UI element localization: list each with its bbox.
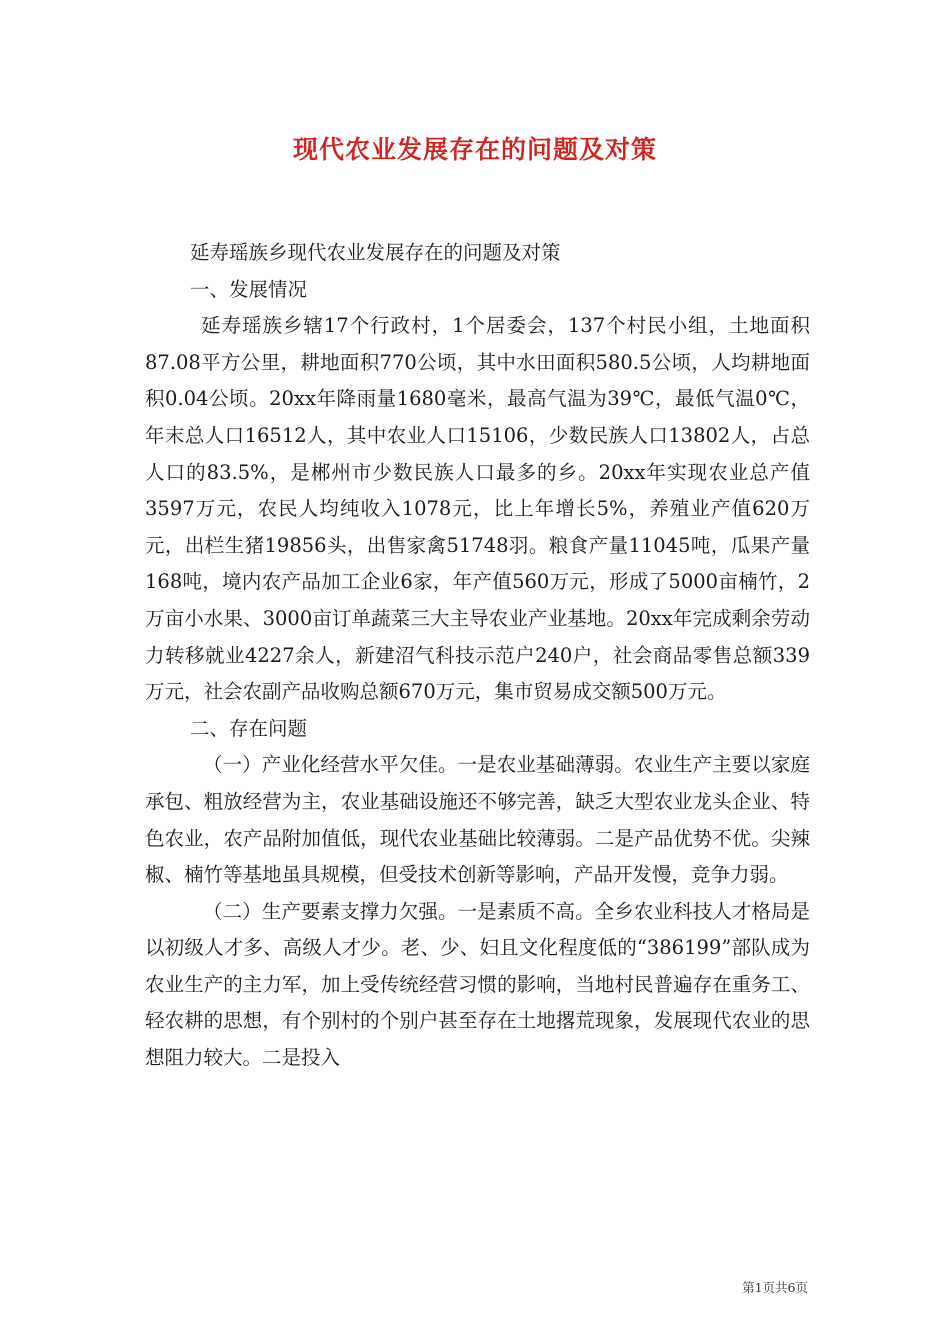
document-subtitle: 延寿瑶族乡现代农业发展存在的问题及对策 — [190, 241, 561, 264]
paragraph-problem-industrialization: （一）产业化经营水平欠佳。一是农业基础薄弱。农业生产主要以家庭承包、粗放经营为主，农业基础设施还不够完善，缺乏大型农业龙头企业、特色农业，农产品附加值低，现代农业基础比较薄弱。二是产品优势不优。尖辣椒、楠竹等基地虽具规模，但受技术创新等影响，产品开发慢，竞争力弱。 — [145, 753, 810, 887]
paragraph-problem-production-factors: （二）生产要素支撑力欠强。一是素质不高。全乡农业科技人才格局是以初级人才多、高级人才少。老、少、妇且文化程度低的“386199”部队成为农业生产的主力军，加上受传统经营习惯的影响，当地村民普遍存在重务工、轻农耕的思想，有个别村的个别户甚至存在土地撂荒现象，发展现代农业的思想阻力较大。二是投入 — [145, 899, 810, 1070]
page-number-footer: 第1页共6页 — [742, 1280, 808, 1295]
page-title: 现代农业发展存在的问题及对策 — [292, 135, 657, 164]
section-heading-development: 一、发展情况 — [190, 277, 308, 301]
section-heading-problems: 二、存在问题 — [190, 716, 308, 740]
document-body — [145, 235, 810, 1077]
paragraph-development-overview: 延寿瑶族乡辖17个行政村，1个居委会，137个村民小组，土地面积87.08平方公里，耕地面积770公顷，其中水田面积580.5公顷，人均耕地面积0.04公顷。20xx年降雨量1680毫米，最高气温为39℃，最低气温0℃，年末总人口16512人，其中农业人口15106，少数民族人口13802人，占总人口的83.5%，是郴州市少数民族人口最多的乡。20xx年实现农业总产值3597万元，农民人均纯收入1078元，比上年增长5%，养殖业产值620万元，出栏生猪19856头，出售家禽51748羽。粮食产量11045吨，瓜果产量168吨，境内农产品加工企业6家，年产值560万元，形成了5000亩楠竹，2万亩小水果、3000亩订单蔬菜三大主导农业产业基地。20xx年完成剩余劳动力转移就业4227余人，新建沼气科技示范户240户，社会商品零售总额339万元，社会农副产品收购总额670万元，集市贸易成交额500万元。 — [145, 314, 810, 704]
